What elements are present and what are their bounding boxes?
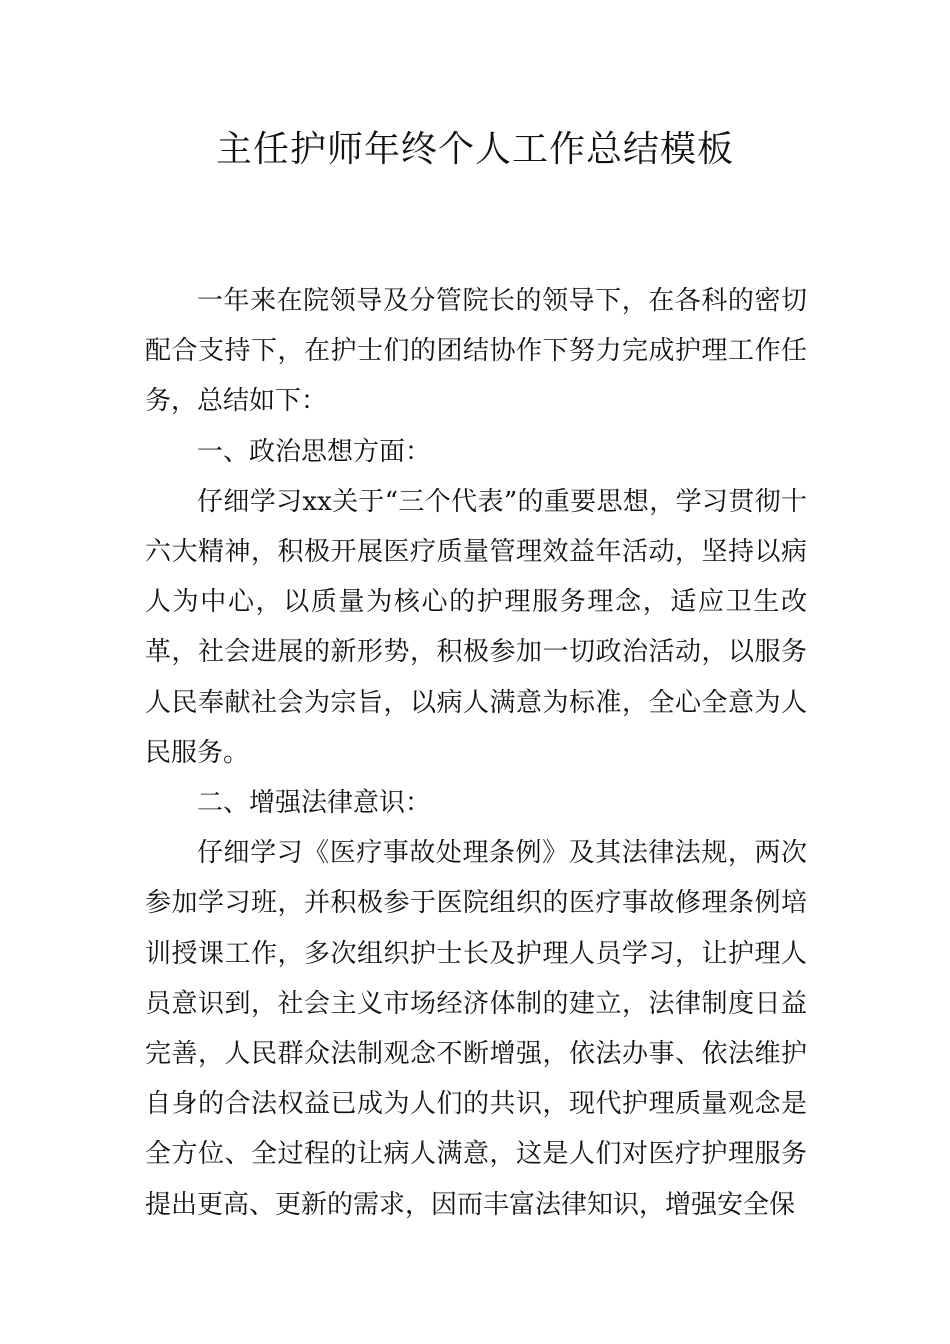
paragraph-legal: 仔细学习《医疗事故处理条例》及其法律法规，两次参加学习班，并积极参于医院组织的医疗事故修理条例培训授课工作，多次组织护士长及护理人员学习，让护理人员意识到，社会主义市场经济体制的建立，法律制度日益完善，人民群众法制观念不断增强，依法办事、依法维护自身的合法权益已成为人们的共识，现代护理质量观念是全方位、全过程的让病人满意，这是人们对医疗护理服务提出更高、更新的需求，因而丰富法律知识，增强安全保 (145, 838, 807, 1220)
document-body (145, 276, 807, 1230)
paragraph-intro: 一年来在院领导及分管院长的领导下，在各科的密切配合支持下，在护士们的团结协作下努力完成护理工作任务，总结如下： (145, 286, 807, 417)
section-heading-legal: 二、增强法律意识： (197, 788, 432, 819)
document-title: 主任护师年终个人工作总结模板 (215, 129, 734, 170)
section-heading-political: 一、政治思想方面： (197, 436, 432, 467)
paragraph-political: 仔细学习xx关于“三个代表”的重要思想，学习贯彻十六大精神，积极开展医疗质量管理效益年活动，坚持以病人为中心，以质量为核心的护理服务理念，适应卫生改革，社会进展的新形势，积极参加一切政治活动，以服务人民奉献社会为宗旨，以病人满意为标准，全心全意为人民服务。 (145, 486, 807, 768)
